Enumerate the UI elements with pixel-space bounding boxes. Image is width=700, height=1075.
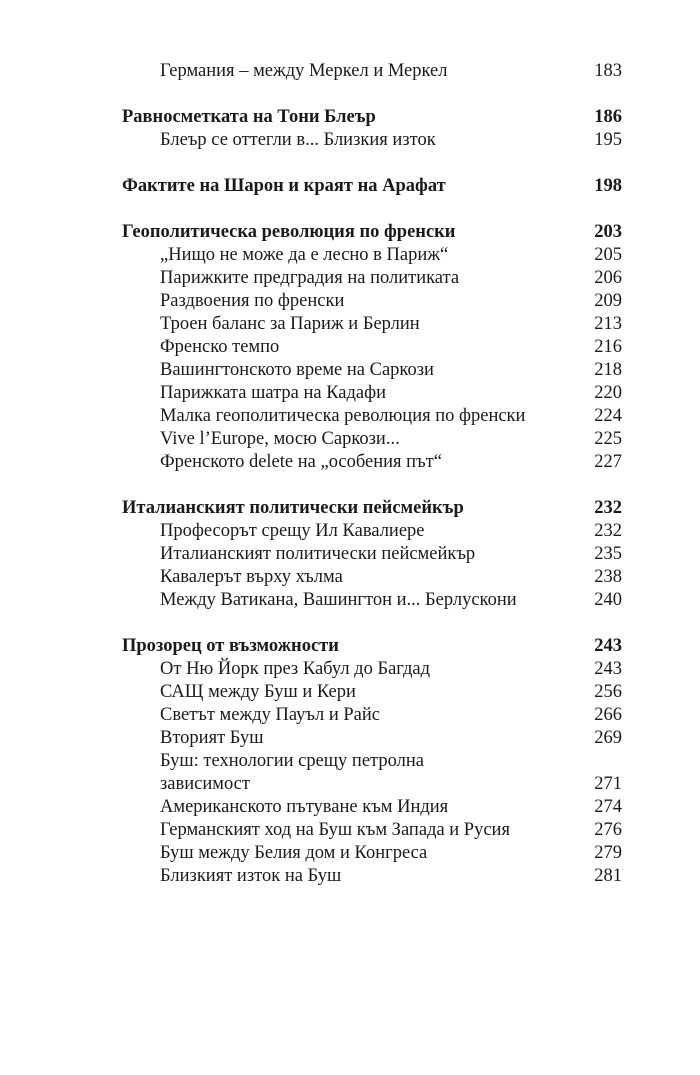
toc-entry-page: 240 bbox=[594, 590, 622, 610]
toc-entry-title: Вторият Буш bbox=[160, 728, 264, 748]
toc-entry-title: „Нищо не може да е лесно в Париж“ bbox=[160, 245, 449, 265]
toc-entry-page: 274 bbox=[594, 797, 622, 817]
toc-entry-page: 195 bbox=[594, 130, 622, 150]
toc-entry bbox=[122, 727, 622, 750]
toc-entry bbox=[122, 451, 622, 474]
toc-entry-title: Малка геополитическа революция по френски bbox=[160, 406, 526, 426]
toc-entry-title: Близкият изток на Буш bbox=[160, 866, 342, 886]
toc-chapter-title: Геополитическа революция по френски bbox=[122, 222, 456, 242]
toc-entry-page: 243 bbox=[594, 659, 622, 679]
toc-chapter-title: Равносметката на Тони Блеър bbox=[122, 107, 376, 127]
toc-entry-page: 225 bbox=[594, 429, 622, 449]
toc-entry bbox=[122, 773, 622, 796]
toc-entry-title: Германският ход на Буш към Запада и Русия bbox=[160, 820, 510, 840]
toc-chapter-page: 232 bbox=[594, 498, 622, 518]
toc-chapter bbox=[122, 497, 622, 520]
toc-entry-page: 269 bbox=[594, 728, 622, 748]
toc-chapter bbox=[122, 175, 622, 198]
toc-entry-page: 227 bbox=[594, 452, 622, 472]
toc-entry-title: Германия – между Меркел и Меркел bbox=[160, 61, 448, 81]
toc-entry-title: Троен баланс за Париж и Берлин bbox=[160, 314, 420, 334]
toc-entry-title: Светът между Пауъл и Райс bbox=[160, 705, 380, 725]
toc-entry-page: 224 bbox=[594, 406, 622, 426]
toc-entry bbox=[122, 658, 622, 681]
table-of-contents bbox=[122, 60, 622, 888]
toc-entry bbox=[122, 589, 622, 612]
toc-entry bbox=[122, 543, 622, 566]
toc-entry-page: 238 bbox=[594, 567, 622, 587]
toc-entry bbox=[122, 405, 622, 428]
toc-entry-title: Френско темпо bbox=[160, 337, 280, 357]
toc-entry bbox=[122, 60, 622, 83]
toc-entry-title: Американското пътуване към Индия bbox=[160, 797, 449, 817]
toc-chapter-page: 198 bbox=[594, 176, 622, 196]
toc-entry-page: 220 bbox=[594, 383, 622, 403]
toc-chapter bbox=[122, 221, 622, 244]
toc-entry bbox=[122, 865, 622, 888]
toc-entry-page: 266 bbox=[594, 705, 622, 725]
toc-entry bbox=[122, 359, 622, 382]
toc-entry bbox=[122, 382, 622, 405]
toc-entry-page: 279 bbox=[594, 843, 622, 863]
toc-entry bbox=[122, 428, 622, 451]
toc-entry-title: Между Ватикана, Вашингтон и... Берлускони bbox=[160, 590, 517, 610]
toc-entry-title: Парижките предградия на политиката bbox=[160, 268, 460, 288]
toc-entry-page: 205 bbox=[594, 245, 622, 265]
toc-chapter-title: Фактите на Шарон и краят на Арафат bbox=[122, 176, 446, 196]
toc-entry bbox=[122, 842, 622, 865]
toc-entry bbox=[122, 819, 622, 842]
toc-entry-title: Блеър се оттегли в... Близкия изток bbox=[160, 130, 436, 150]
toc-entry-title: Vive l’Europe, мосю Саркози... bbox=[160, 429, 400, 449]
toc-entry-title: От Ню Йорк през Кабул до Багдад bbox=[160, 659, 431, 679]
toc-chapter bbox=[122, 635, 622, 658]
toc-entry-title: Раздвоения по френски bbox=[160, 291, 345, 311]
toc-entry-title: Френското delete на „особения път“ bbox=[160, 452, 442, 472]
toc-entry bbox=[122, 244, 622, 267]
toc-chapter-page: 243 bbox=[594, 636, 622, 656]
toc-entry-title: Кавалерът върху хълма bbox=[160, 567, 343, 587]
toc-entry bbox=[122, 796, 622, 819]
toc-entry bbox=[122, 129, 622, 152]
toc-entry bbox=[122, 290, 622, 313]
toc-entry-page: 281 bbox=[594, 866, 622, 886]
toc-entry-title: Буш: технологии срещу петролна bbox=[160, 751, 424, 771]
toc-chapter-page: 203 bbox=[594, 222, 622, 242]
toc-entry-page: 271 bbox=[594, 774, 622, 794]
toc-entry-title: Италианският политически пейсмейкър bbox=[160, 544, 476, 564]
toc-entry-page: 206 bbox=[594, 268, 622, 288]
toc-entry-page: 209 bbox=[594, 291, 622, 311]
toc-entry-title: САЩ между Буш и Кери bbox=[160, 682, 356, 702]
toc-entry-page: 216 bbox=[594, 337, 622, 357]
toc-entry bbox=[122, 681, 622, 704]
toc-entry-page: 183 bbox=[594, 61, 622, 81]
toc-entry-title: Парижката шатра на Кадафи bbox=[160, 383, 387, 403]
toc-entry bbox=[122, 267, 622, 290]
toc-entry-title: Професорът срещу Ил Кавалиере bbox=[160, 521, 425, 541]
toc-entry bbox=[122, 313, 622, 336]
toc-entry bbox=[122, 750, 622, 773]
toc-entry-page: 213 bbox=[594, 314, 622, 334]
toc-entry-page: 218 bbox=[594, 360, 622, 380]
toc-entry-title: Вашингтонското време на Саркози bbox=[160, 360, 434, 380]
toc-chapter bbox=[122, 106, 622, 129]
toc-chapter-title: Прозорец от възможности bbox=[122, 636, 339, 656]
toc-entry-title: Буш между Белия дом и Конгреса bbox=[160, 843, 428, 863]
toc-chapter-title: Италианският политически пейсмейкър bbox=[122, 498, 464, 518]
toc-entry-title: зависимост bbox=[160, 774, 250, 794]
toc-entry bbox=[122, 704, 622, 727]
toc-entry bbox=[122, 336, 622, 359]
toc-entry bbox=[122, 520, 622, 543]
toc-chapter-page: 186 bbox=[594, 107, 622, 127]
toc-entry-page: 256 bbox=[594, 682, 622, 702]
toc-entry-page: 235 bbox=[594, 544, 622, 564]
toc-entry-page: 232 bbox=[594, 521, 622, 541]
toc-entry-page: 276 bbox=[594, 820, 622, 840]
toc-entry bbox=[122, 566, 622, 589]
